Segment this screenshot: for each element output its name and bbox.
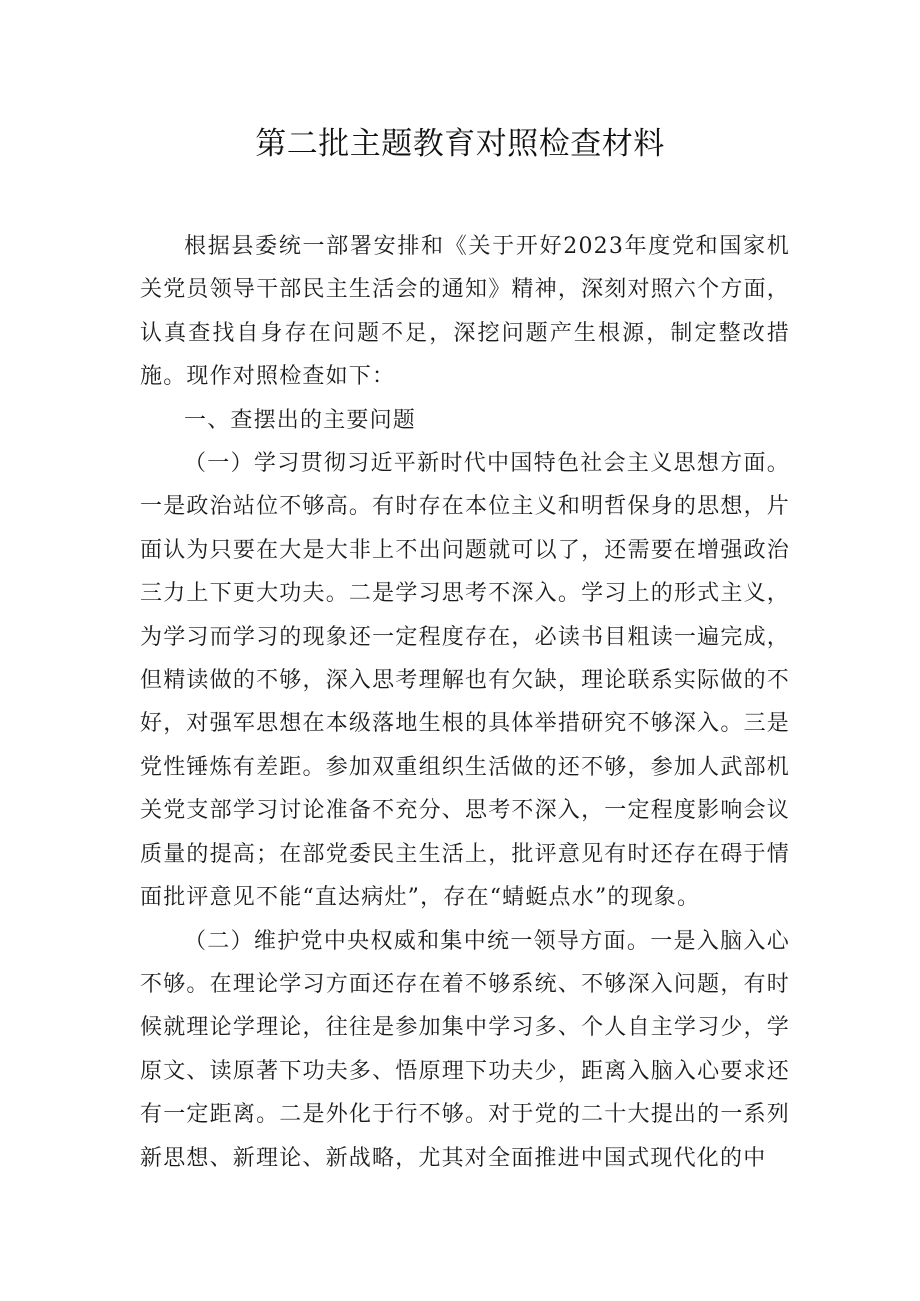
intro-paragraph: 根据县委统一部署安排和《关于开好2023年度党和国家机关党员领导干部民主生活会的通知》精神，深刻对照六个方面，认真查找自身存在问题不足，深挖问题产生根源，制定整改措施。现作对照检查如下： xyxy=(140,234,790,390)
document-body xyxy=(140,225,790,1180)
section-heading-main-problems: 一、查摆出的主要问题 xyxy=(184,407,417,433)
paragraph-study-thought: （一）学习贯彻习近平新时代中国特色社会主义思想方面。一是政治站位不够高。有时存在本位主义和明哲保身的思想，片面认为只要在大是大非上不出问题就可以了，还需要在增强政治三力上下更大功夫。二是学习思考不深入。学习上的形式主义，为学习而学习的现象还一定程度存在，必读书目粗读一遍完成，但精读做的不够，深入思考理解也有欠缺，理论联系实际做的不好，对强军思想在本级落地生根的具体举措研究不够深入。三是党性锤炼有差距。参加双重组织生活做的还不够，参加人武部机关党支部学习讨论准备不充分、思考不深入，一定程度影响会议质量的提高；在部党委民主生活上，批评意见有时还存在碍于情面批评意见不能“直达病灶”，存在“蜻蜓点水”的现象。 xyxy=(140,451,790,911)
paragraph-central-authority: （二）维护党中央权威和集中统一领导方面。一是入脑入心不够。在理论学习方面还存在着不够系统、不够深入问题，有时候就理论学理论，往往是参加集中学习多、个人自主学习少，学原文、读原著下功夫多、悟原理下功夫少，距离入脑入心要求还有一定距离。二是外化于行不够。对于党的二十大提出的一系列新思想、新理论、新战略，尤其对全面推进中国式现代化的中 xyxy=(140,928,790,1171)
document-title: 第二批主题教育对照检查材料 xyxy=(255,126,665,162)
